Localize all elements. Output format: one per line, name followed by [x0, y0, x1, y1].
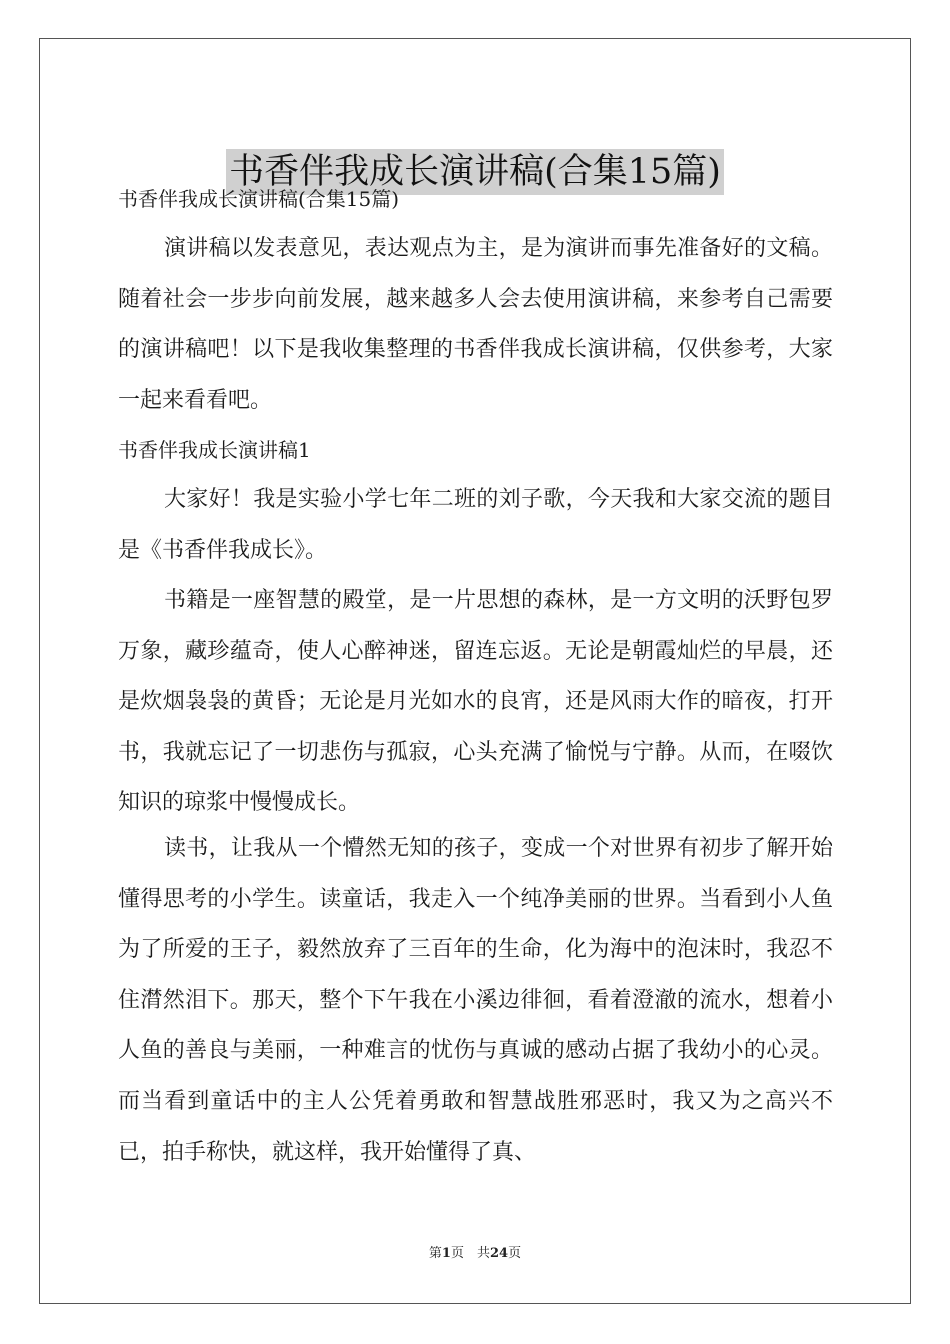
footer-total-pages: 24: [489, 1246, 509, 1261]
document-subtitle: 书香伴我成长演讲稿(合集15篇): [118, 187, 400, 211]
page-footer: [0, 1245, 950, 1263]
section-heading: 书香伴我成长演讲稿1: [118, 438, 311, 462]
footer-mid: 页 共: [450, 1246, 490, 1261]
intro-paragraph: 演讲稿以发表意见，表达观点为主，是为演讲而事先准备好的文稿。随着社会一步步向前发展，越来越多人会去使用演讲稿，来参考自己需要的演讲稿吧！以下是我收集整理的书香伴我成长演讲稿，仅供参考，大家一起来看看吧。: [118, 236, 833, 413]
footer-current-page: 1: [441, 1246, 451, 1261]
body-paragraph-2: 书籍是一座智慧的殿堂，是一片思想的森林，是一方文明的沃野包罗万象，藏珍蕴奇，使人心醉神迷，留连忘返。无论是朝霞灿烂的早晨，还是炊烟袅袅的黄昏；无论是月光如水的良宵，还是风雨大作的暗夜，打开书，我就忘记了一切悲伤与孤寂，心头充满了愉悦与宁静。从而，在啜饮知识的琼浆中慢慢成长。: [118, 588, 833, 816]
footer-suffix: 页: [508, 1246, 522, 1261]
document-title: 书香伴我成长演讲稿(合集15篇): [226, 149, 724, 195]
body-paragraph-3: 读书，让我从一个懵然无知的孩子，变成一个对世界有初步了解开始懂得思考的小学生。读童话，我走入一个纯净美丽的世界。当看到小人鱼为了所爱的王子，毅然放弃了三百年的生命，化为海中的泡沫时，我忍不住潸然泪下。那天，整个下午我在小溪边徘徊，看着澄澈的流水，想着小人鱼的善良与美丽，一种难言的忧伤与真诚的感动占据了我幼小的心灵。而当看到童话中的主人公凭着勇敢和智慧战胜邪恶时，我又为之高兴不已，拍手称快，就这样，我开始懂得了真、: [118, 836, 833, 1165]
body-paragraph-1: 大家好！我是实验小学七年二班的刘子歌，今天我和大家交流的题目是《书香伴我成长》。: [118, 487, 833, 563]
footer-prefix: 第: [428, 1246, 442, 1261]
